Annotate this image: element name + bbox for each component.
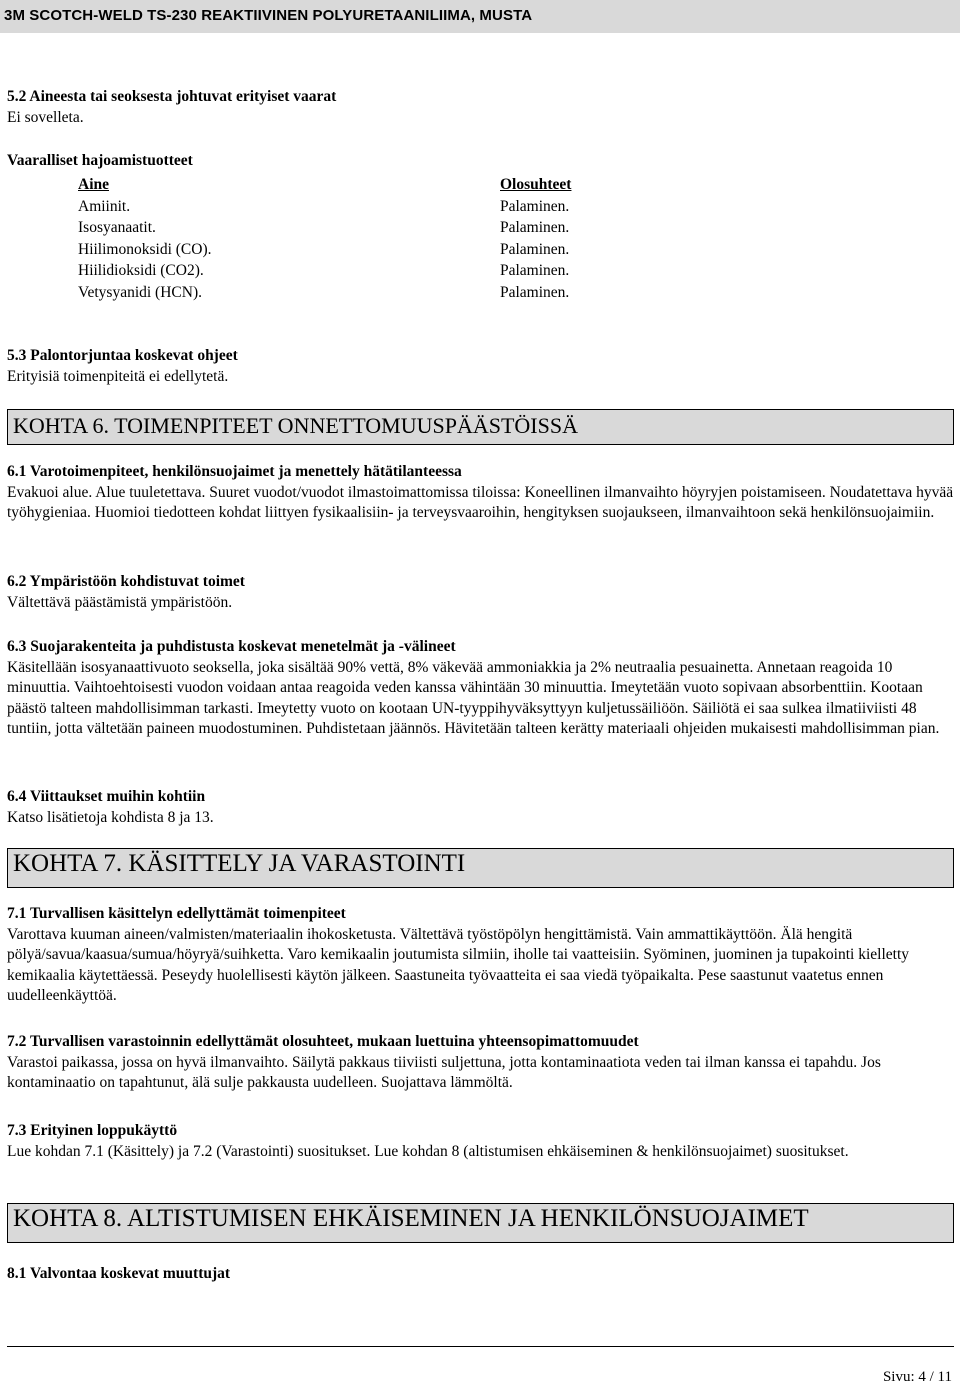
- section-7-3-heading: 7.3 Erityinen loppukäyttö: [7, 1122, 178, 1139]
- section-6-4-text: Katso lisätietoja kohdista 8 ja 13.: [7, 808, 214, 826]
- section-6-4: [7, 787, 954, 828]
- section-5-2-heading: 5.2 Aineesta tai seoksesta johtuvat erityiset vaarat: [7, 88, 337, 105]
- section-7-1: [7, 904, 954, 1007]
- document-title: 3M SCOTCH-WELD TS-230 REAKTIIVINEN POLYURETAANILIIMA, MUSTA: [4, 7, 533, 24]
- section-5-3: [7, 346, 954, 387]
- section-8-1: [7, 1264, 954, 1285]
- section-6-2: [7, 572, 954, 613]
- section-7-banner: [7, 848, 954, 888]
- hazards-col-condition-header: Olosuhteet: [500, 176, 572, 193]
- hazards-col-substance-header: Aine: [78, 176, 109, 193]
- section-7-3: [7, 1121, 954, 1162]
- hazards-substance: Hiilidioksidi (CO2).: [78, 262, 204, 279]
- section-6-3-heading: 6.3 Suojarakenteita ja puhdistusta koskevat menetelmät ja -välineet: [7, 638, 456, 655]
- section-5-3-text: Erityisiä toimenpiteitä ei edellytetä.: [7, 367, 229, 385]
- section-5-3-heading: 5.3 Palontorjuntaa koskevat ohjeet: [7, 347, 238, 364]
- section-8-title: KOHTA 8. ALTISTUMISEN EHKÄISEMINEN JA HENKILÖNSUOJAIMET: [13, 1205, 809, 1232]
- section-6-3: [7, 637, 954, 740]
- section-7-2-text: Varastoi paikassa, jossa on hyvä ilmanvaihto. Säilytä pakkaus tiiviisti suljettuna, jotta kontaminaatiota veden tai ilman kanssa ei tapahdu. Jos kontaminaatio on tapahtunut, älä sulje pakkausta uudelleen. Suojattava lämmöltä.: [7, 1053, 881, 1091]
- section-7-title: KOHTA 7. KÄSITTELY JA VARASTOINTI: [13, 850, 466, 877]
- section-7-2: [7, 1032, 954, 1094]
- page-number: Sivu: 4 / 11: [882, 1369, 952, 1385]
- section-8-1-heading: 8.1 Valvontaa koskevat muuttujat: [7, 1265, 231, 1282]
- section-7-3-text: Lue kohdan 7.1 (Käsittely) ja 7.2 (Varastointi) suositukset. Lue kohdan 8 (altistumisen ehkäiseminen & henkilönsuojaimet) suositukset.: [7, 1142, 849, 1160]
- section-5-2-text: Ei sovelleta.: [7, 108, 84, 126]
- document-header: [0, 0, 960, 33]
- section-6-title: KOHTA 6. TOIMENPITEET ONNETTOMUUSPÄÄSTÖISSÄ: [13, 413, 578, 438]
- hazards-condition: Palaminen.: [500, 262, 570, 279]
- section-6-1-text: Evakuoi alue. Alue tuuletettava. Suuret vuodot/vuodot ilmastoimattomissa tiloissa: Koneellinen ilmanvaihto höyryjen poistamiseen. Noudatettava hyvää työhygieniaa. Huomioi tiedotteen kohdat liittyen fysikaalisiin- ja terveysvaaroihin, hengityksen suojaukseen, ilmanvaihtoon sekä henkilönsuojaimiin.: [7, 483, 954, 521]
- hazards-condition-column: [500, 174, 571, 303]
- hazards-condition: Palaminen.: [500, 240, 570, 258]
- section-6-2-heading: 6.2 Ympäristöön kohdistuvat toimet: [7, 573, 245, 590]
- footer-divider: [7, 1346, 954, 1347]
- section-6-1-heading: 6.1 Varotoimenpiteet, henkilönsuojaimet ja menettely hätätilanteessa: [7, 463, 462, 480]
- section-7-1-heading: 7.1 Turvallisen käsittelyn edellyttämät toimenpiteet: [7, 905, 346, 922]
- hazards-heading-block: [7, 151, 954, 172]
- hazards-condition: Palaminen.: [500, 197, 570, 215]
- section-6-4-heading: 6.4 Viittaukset muihin kohtiin: [7, 788, 206, 805]
- section-6-3-text: Käsitellään isosyanaattivuoto seoksella, joka sisältää 90% vettä, 8% väkevää ammoniakkia ja 2% neutraalia pesuainetta. Annetaan reagoida 10 minuuttia. Vaihtoehtoisesti vuodon voidaan antaa reagoida veden kanssa vähintään 30 minuuttia. Imeytetään vuoto sopivaan absorbenttiin. Kootaan päästö talteen mahdollisimman tarkasti. Imeytetty vuoto on kootaan UN-tyyppihyväksyttyyn kuljetussäiliöön. Säiliötä ei saa sulkea ilmatiiviisti 48 tuntiin, jotta vältetään paineen muodostuminen. Puhdistetaan jäännös. Hävitetään talteen kerätty materiaali ohjeiden mukaisesti mahdollisimman pian.: [7, 658, 940, 737]
- section-8-banner: [7, 1203, 954, 1243]
- hazards-substance: Isosyanaatit.: [78, 219, 156, 236]
- section-6-1: [7, 462, 954, 524]
- hazards-substance: Vetysyanidi (HCN).: [78, 283, 202, 301]
- section-7-1-text: Varottava kuuman aineen/valmisten/materiaalin ihokosketusta. Vältettävä työstöpölyn hengittämistä. Vain ammattikäyttöön. Älä hengitä pölyä/savua/kaasua/sumua/höyryä/suihketta. Varo kemikaalin joutumista silmiin, iholle tai vaatteisiin. Syöminen, juominen ja tupakointi kielletty kemikaalia käytettäessä. Peseydy huolellisesti käytön jälkeen. Saastuneita työvaatteita ei saa viedä työpaikalta. Pese saastunut vaatetus ennen uudelleenkäyttöä.: [7, 925, 909, 1004]
- section-6-2-text: Vältettävä päästämistä ympäristöön.: [7, 593, 233, 611]
- hazards-condition: Palaminen.: [500, 219, 570, 236]
- section-6-banner: [7, 409, 954, 445]
- hazards-substance: Amiinit.: [78, 197, 131, 215]
- hazards-condition: Palaminen.: [500, 283, 570, 301]
- hazards-heading: Vaaralliset hajoamistuotteet: [7, 152, 193, 169]
- section-5-2: [7, 87, 954, 128]
- hazards-substance: Hiilimonoksidi (CO).: [78, 240, 212, 258]
- section-7-2-heading: 7.2 Turvallisen varastoinnin edellyttämät olosuhteet, mukaan luettuina yhteensopimattomuudet: [7, 1033, 639, 1050]
- hazards-substance-column: [78, 174, 211, 303]
